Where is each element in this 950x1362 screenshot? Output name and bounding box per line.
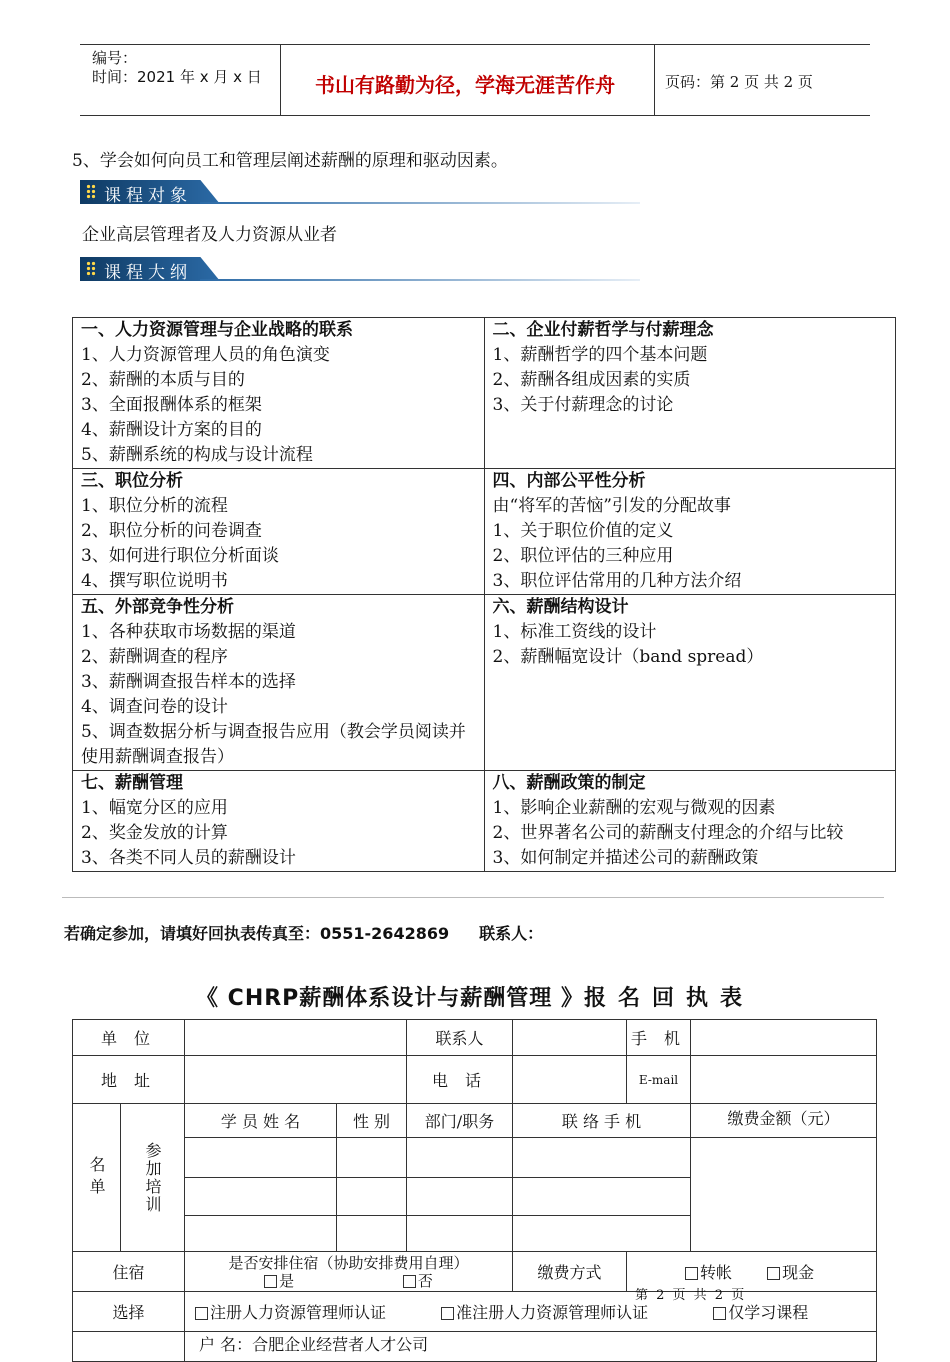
roster-label: 名单 [73, 1104, 121, 1252]
outline-block [484, 469, 896, 595]
outline-block-title: 四、内部公平性分析 [492, 471, 646, 491]
objective-item: 5、学会如何向员工和管理层阐述薪酬的原理和驱动因素。 [72, 151, 508, 171]
student-name-field[interactable] [185, 1138, 337, 1178]
outline-block-title: 八、薪酬政策的制定 [492, 773, 646, 793]
outline-item: 4、调查问卷的设计 [81, 697, 228, 717]
phone-label: 电 话 [407, 1056, 513, 1104]
col-gender: 性 别 [337, 1104, 407, 1138]
email-field[interactable] [691, 1056, 877, 1104]
payment-method-label: 缴费方式 [513, 1252, 627, 1292]
dept-field[interactable] [407, 1178, 513, 1216]
form-title [0, 981, 950, 1012]
outline-item: 1、职位分析的流程 [81, 496, 228, 516]
option-associate-hr[interactable]: 准注册人力资源管理师认证 [441, 1300, 648, 1323]
transfer-option[interactable]: 转帐 [685, 1260, 732, 1283]
outline-item: 3、各类不同人员的薪酬设计 [81, 848, 296, 868]
outline-item: 3、关于付薪理念的讨论 [492, 395, 674, 415]
account-name: 户 名：合肥企业经营者人才公司 [185, 1332, 877, 1362]
outline-item: 由“将军的苦恼”引发的分配故事 [492, 496, 731, 516]
checkbox-icon[interactable] [195, 1307, 208, 1320]
outline-item: 1、薪酬哲学的四个基本问题 [492, 345, 708, 365]
outline-block [484, 318, 896, 469]
section-banner-audience [80, 180, 640, 204]
outline-item: 2、薪酬各组成因素的实质 [492, 370, 691, 390]
checkbox-icon[interactable] [441, 1307, 454, 1320]
outline-item: 2、薪酬调查的程序 [81, 647, 228, 667]
outline-item: 3、如何制定并描述公司的薪酬政策 [492, 848, 759, 868]
cash-option[interactable]: 现金 [767, 1260, 814, 1283]
lodging-question-text: 是否安排住宿（协助安排费用自理） [228, 1253, 469, 1272]
gender-field[interactable] [337, 1216, 407, 1252]
outline-block [484, 771, 896, 872]
outline-item: 1、幅宽分区的应用 [81, 798, 228, 818]
outline-block-title: 七、薪酬管理 [81, 773, 183, 793]
lodging-question [185, 1252, 513, 1292]
student-name-field[interactable] [185, 1216, 337, 1252]
col-phone: 联 络 手 机 [513, 1104, 691, 1138]
col-dept: 部门/职务 [407, 1104, 513, 1138]
outline-item: 4、薪酬设计方案的目的 [81, 420, 262, 440]
lodging-yes-option[interactable]: 是 [264, 1272, 294, 1290]
mobile-label: 手 机 [627, 1020, 691, 1056]
page-footer: 第 2 页 共 2 页 [635, 1288, 747, 1303]
page-info: 页码：第 2 页 共 2 页 [665, 73, 813, 91]
fax-contact: 联系人： [479, 924, 544, 943]
address-label: 地 址 [73, 1056, 185, 1104]
outline-block [73, 469, 485, 595]
col-fee: 缴费金额（元） [691, 1104, 877, 1138]
outline-item: 5、调查数据分析与调查报告应用（教会学员阅读并使用薪酬调查报告） [81, 722, 466, 767]
page-header [80, 44, 870, 116]
outline-item: 3、如何进行职位分析面谈 [81, 546, 279, 566]
gender-field[interactable] [337, 1138, 407, 1178]
form-title-main: 《 CHRP薪酬体系设计与薪酬管理 》 [196, 986, 584, 1011]
grip-icon [86, 261, 96, 277]
header-motto: 书山有路勤为径，学海无涯苦作舟 [315, 73, 615, 97]
participants-label: 参加培训 [121, 1104, 185, 1252]
dept-field[interactable] [407, 1216, 513, 1252]
outline-block [73, 595, 485, 771]
outline-item: 1、标准工资线的设计 [492, 622, 657, 642]
section-banner-outline [80, 257, 640, 281]
outline-item: 5、薪酬系统的构成与设计流程 [81, 445, 313, 465]
choice-label: 选择 [73, 1292, 185, 1332]
mobile-field[interactable] [691, 1020, 877, 1056]
outline-block [484, 595, 896, 771]
outline-item: 2、世界著名公司的薪酬支付理念的介绍与比较 [492, 823, 844, 843]
contact-person-field[interactable] [513, 1020, 627, 1056]
fax-instruction [64, 921, 543, 944]
option-registered-hr[interactable]: 注册人力资源管理师认证 [195, 1300, 386, 1323]
phone-field[interactable] [513, 1178, 691, 1216]
unit-field[interactable] [185, 1020, 407, 1056]
header-meta [92, 49, 262, 87]
checkbox-icon[interactable] [713, 1307, 726, 1320]
contact-person-label: 联系人 [407, 1020, 513, 1056]
outline-item: 3、职位评估常用的几种方法介绍 [492, 571, 742, 591]
phone-field[interactable] [513, 1056, 627, 1104]
checkbox-icon[interactable] [264, 1275, 277, 1288]
outline-item: 1、各种获取市场数据的渠道 [81, 622, 296, 642]
dept-field[interactable] [407, 1138, 513, 1178]
unit-label: 单 位 [73, 1020, 185, 1056]
outline-block-title: 六、薪酬结构设计 [492, 597, 629, 617]
doc-date: 时间：2021 年 x 月 x 日 [92, 68, 262, 86]
banner-label: 课程大纲 [104, 263, 192, 283]
outline-block-title: 一、人力资源管理与企业战略的联系 [81, 320, 353, 340]
course-choice-options [185, 1292, 877, 1332]
registration-form [72, 1019, 877, 1362]
lodging-no-option[interactable]: 否 [403, 1272, 433, 1290]
phone-field[interactable] [513, 1138, 691, 1178]
outline-item: 3、全面报酬体系的框架 [81, 395, 262, 415]
gender-field[interactable] [337, 1178, 407, 1216]
grip-icon [86, 184, 96, 200]
outline-block [73, 318, 485, 469]
lodging-label: 住宿 [73, 1252, 185, 1292]
outline-item: 1、影响企业薪酬的宏观与微观的因素 [492, 798, 776, 818]
bank-label-cell [73, 1332, 185, 1362]
header-divider [654, 45, 655, 115]
outline-item: 1、人力资源管理人员的角色演变 [81, 345, 330, 365]
phone-field[interactable] [513, 1216, 691, 1252]
course-outline-table [72, 317, 896, 872]
option-course-only[interactable]: 仅学习课程 [713, 1300, 808, 1323]
form-title-suffix: 报名回执表 [583, 986, 754, 1011]
outline-item: 2、薪酬幅宽设计（band spread） [492, 647, 764, 667]
email-label: E-mail [627, 1056, 691, 1104]
outline-item: 2、奖金发放的计算 [81, 823, 228, 843]
outline-block-title: 五、外部竞争性分析 [81, 597, 234, 617]
header-divider [280, 45, 281, 115]
fax-text: 若确定参加，请填好回执表传真至：0551-2642869 [64, 924, 450, 943]
divider [62, 897, 884, 898]
address-field[interactable] [185, 1056, 407, 1104]
outline-item: 2、职位评估的三种应用 [492, 546, 674, 566]
checkbox-icon[interactable] [403, 1275, 416, 1288]
outline-item: 2、薪酬的本质与目的 [81, 370, 245, 390]
fee-field[interactable] [691, 1138, 877, 1252]
outline-block-title: 三、职位分析 [81, 471, 183, 491]
checkbox-icon[interactable] [767, 1267, 780, 1280]
outline-item: 2、职位分析的问卷调查 [81, 521, 262, 541]
outline-block-title: 二、企业付薪哲学与付薪理念 [492, 320, 714, 340]
col-student-name: 学 员 姓 名 [185, 1104, 337, 1138]
outline-item: 1、关于职位价值的定义 [492, 521, 674, 541]
checkbox-icon[interactable] [685, 1267, 698, 1280]
doc-number-label: 编号： [92, 49, 138, 67]
outline-block [73, 771, 485, 872]
audience-text: 企业高层管理者及人力资源从业者 [82, 225, 337, 245]
outline-item: 3、薪酬调查报告样本的选择 [81, 672, 296, 692]
banner-label: 课程对象 [104, 186, 192, 206]
student-name-field[interactable] [185, 1178, 337, 1216]
outline-item: 4、撰写职位说明书 [81, 571, 228, 591]
